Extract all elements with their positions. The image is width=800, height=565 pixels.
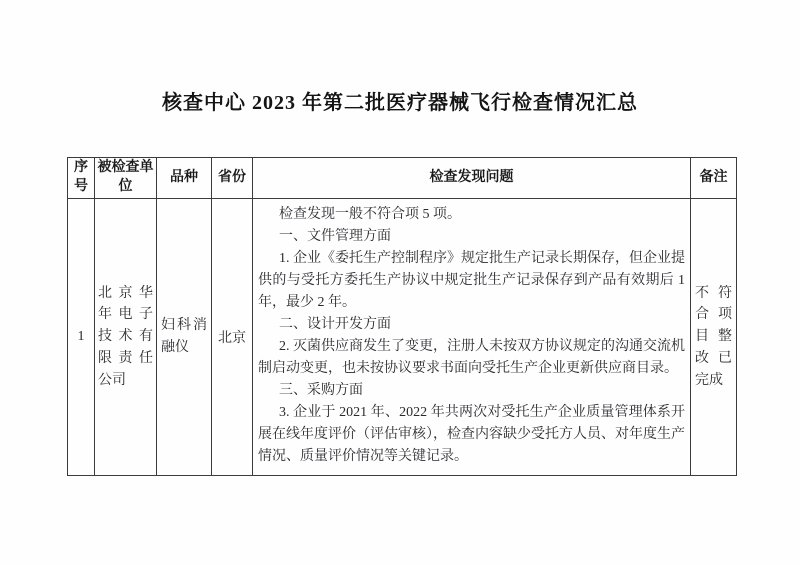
cell-found-problems (253, 199, 691, 476)
problem-paragraph: 检查发现一般不符合项 5 项。 (279, 207, 461, 222)
cell-province: 北京 (212, 199, 253, 476)
table-header-row (68, 158, 737, 199)
header-problems: 检查发现问题 (253, 158, 691, 199)
inspection-table (67, 157, 737, 476)
problem-paragraph: 3. 企业于 2021 年、2022 年共两次对受托生产企业质量管理体系开展在线年度评价（评估审核），检查内容缺少受托方人员、对年度生产情况、质量评价情况等关键记录。 (258, 405, 685, 464)
page-title: 核查中心 2023 年第二批医疗器械飞行检查情况汇总 (162, 92, 638, 114)
header-category: 品种 (157, 158, 212, 199)
table-row (68, 199, 737, 476)
header-province: 省份 (212, 158, 253, 199)
cell-remark: 不符合项目整改已完成 (691, 199, 737, 476)
header-seq: 序号 (68, 158, 95, 199)
header-remark: 备注 (691, 158, 737, 199)
problem-paragraph: 2. 灭菌供应商发生了变更，注册人未按双方协议规定的沟通交流机制启动变更，也未按协议要求书面向受托生产企业更新供应商目录。 (258, 339, 685, 376)
cell-sequence-number: 1 (68, 199, 95, 476)
problem-paragraph: 一、文件管理方面 (279, 229, 391, 244)
problem-paragraph: 1. 企业《委托生产控制程序》规定批生产记录长期保存，但企业提供的与受托方委托生产协议中规定批生产记录保存到产品有效期后 1 年，最少 2 年。 (258, 251, 685, 310)
cell-inspected-unit: 北京华年电子技术有限责任公司 (95, 199, 157, 476)
problem-paragraph: 二、设计开发方面 (279, 317, 391, 332)
cell-product-category: 妇科消融仪 (157, 199, 212, 476)
problem-paragraph: 三、采购方面 (279, 383, 363, 398)
header-unit: 被检查单位 (95, 158, 157, 199)
